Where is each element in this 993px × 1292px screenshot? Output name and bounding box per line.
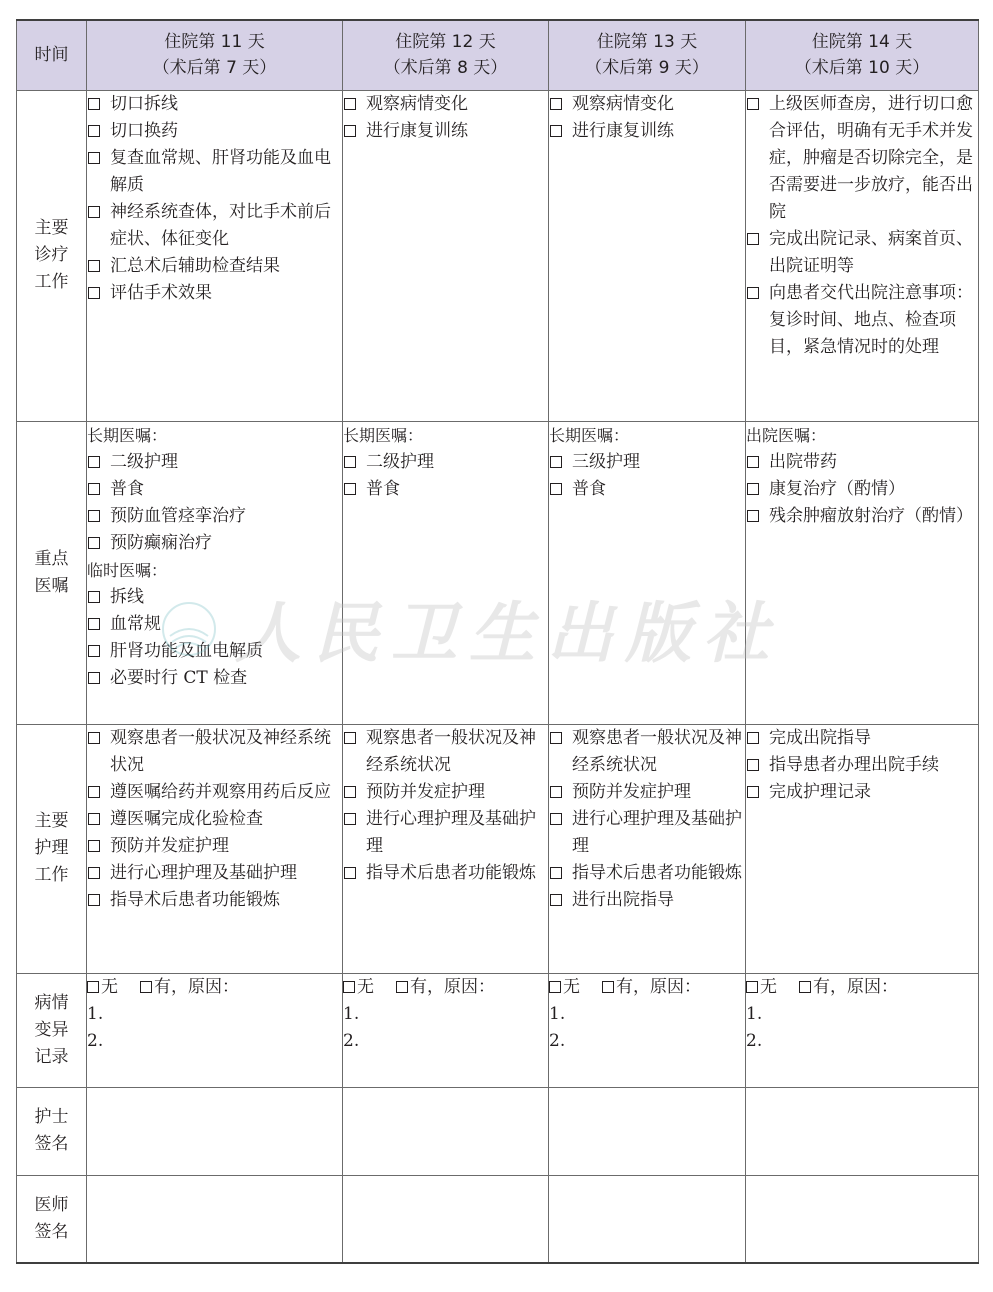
row-label: 护士 签名 bbox=[17, 1087, 87, 1175]
checklist-item: 进行心理护理及基础护理 bbox=[87, 860, 342, 887]
orders-cell bbox=[87, 421, 343, 724]
checkbox[interactable] bbox=[550, 125, 562, 137]
checkbox[interactable] bbox=[747, 483, 759, 495]
no-variance-checkbox[interactable] bbox=[549, 981, 561, 993]
checklist-item: 指导术后患者功能锻炼 bbox=[343, 860, 548, 887]
checklist-item: 出院带药 bbox=[746, 449, 978, 476]
nurse-signature-field[interactable] bbox=[343, 1087, 549, 1175]
checkbox[interactable] bbox=[88, 537, 100, 549]
checklist-item: 切口拆线 bbox=[87, 91, 342, 118]
checklist-item: 二级护理 bbox=[343, 449, 548, 476]
nurse-signature-field[interactable] bbox=[87, 1087, 343, 1175]
checklist-item: 切口换药 bbox=[87, 118, 342, 145]
treatment-row bbox=[17, 90, 979, 421]
variance-options: 无 有，原因： bbox=[746, 974, 978, 1001]
variance-reason-line[interactable]: 1. bbox=[549, 1003, 566, 1024]
nursing-cell bbox=[549, 724, 746, 973]
checkbox[interactable] bbox=[550, 456, 562, 468]
checkbox[interactable] bbox=[88, 98, 100, 110]
doctor-signature-row bbox=[17, 1175, 979, 1263]
checkbox[interactable] bbox=[88, 618, 100, 630]
checklist-item: 二级护理 bbox=[87, 449, 342, 476]
checkbox[interactable] bbox=[747, 786, 759, 798]
checklist-item: 进行康复训练 bbox=[343, 118, 548, 145]
header-row bbox=[17, 20, 979, 90]
checkbox[interactable] bbox=[88, 483, 100, 495]
publisher-watermark: 人民卫生出版社 bbox=[235, 594, 781, 672]
variance-reason-line[interactable]: 1. bbox=[746, 1003, 763, 1024]
checkbox[interactable] bbox=[550, 483, 562, 495]
checkbox[interactable] bbox=[747, 456, 759, 468]
has-variance-checkbox[interactable] bbox=[396, 981, 408, 993]
checkbox[interactable] bbox=[344, 125, 356, 137]
checklist-item: 上级医师查房，进行切口愈合评估，明确有无手术并发症，肿瘤是否切除完全，是否需要进一步放疗，能否出院 bbox=[746, 91, 978, 226]
checklist-item: 预防并发症护理 bbox=[87, 833, 342, 860]
doctor-signature-field[interactable] bbox=[746, 1175, 979, 1263]
checklist-item: 指导术后患者功能锻炼 bbox=[87, 887, 342, 914]
variance-row bbox=[17, 973, 979, 1087]
checklist-item: 神经系统查体，对比手术前后症状、体征变化 bbox=[87, 199, 342, 253]
checkbox[interactable] bbox=[88, 645, 100, 657]
nursing-cell bbox=[87, 724, 343, 973]
checklist-item: 向患者交代出院注意事项：复诊时间、地点、检查项目，紧急情况时的处理 bbox=[746, 280, 978, 361]
checkbox[interactable] bbox=[88, 732, 100, 744]
checkbox[interactable] bbox=[344, 98, 356, 110]
checkbox[interactable] bbox=[88, 287, 100, 299]
checklist-item: 普食 bbox=[549, 476, 745, 503]
checkbox[interactable] bbox=[747, 510, 759, 522]
treatment-cell bbox=[87, 90, 343, 421]
checklist-item: 预防并发症护理 bbox=[549, 779, 745, 806]
checkbox[interactable] bbox=[550, 98, 562, 110]
checklist-item: 血常规 bbox=[87, 611, 342, 638]
checkbox[interactable] bbox=[344, 732, 356, 744]
checkbox[interactable] bbox=[88, 206, 100, 218]
day-header: 住院第 13 天 （术后第 9 天） bbox=[549, 20, 746, 90]
nurse-signature-row bbox=[17, 1087, 979, 1175]
checkbox[interactable] bbox=[88, 125, 100, 137]
orders-row bbox=[17, 421, 979, 724]
checklist-item: 评估手术效果 bbox=[87, 280, 342, 307]
long-term-orders-heading: 长期医嘱： bbox=[343, 425, 424, 445]
treatment-cell bbox=[549, 90, 746, 421]
checklist-item: 肝肾功能及血电解质 bbox=[87, 638, 342, 665]
row-label: 重点 医嘱 bbox=[17, 421, 87, 724]
checklist-item: 观察患者一般状况及神经系统状况 bbox=[549, 725, 745, 779]
doctor-signature-field[interactable] bbox=[87, 1175, 343, 1263]
long-term-orders-heading: 长期医嘱： bbox=[87, 425, 168, 445]
row-label: 医师 签名 bbox=[17, 1175, 87, 1263]
day-header: 住院第 11 天 （术后第 7 天） bbox=[87, 20, 343, 90]
discharge-orders-heading: 出院医嘱： bbox=[746, 425, 827, 445]
checklist-item: 遵医嘱给药并观察用药后反应 bbox=[87, 779, 342, 806]
row-label: 主要 护理 工作 bbox=[17, 724, 87, 973]
checklist-item: 遵医嘱完成化验检查 bbox=[87, 806, 342, 833]
no-variance-checkbox[interactable] bbox=[343, 981, 355, 993]
checkbox[interactable] bbox=[88, 894, 100, 906]
checklist-item: 进行康复训练 bbox=[549, 118, 745, 145]
checkbox[interactable] bbox=[88, 456, 100, 468]
checklist-item: 三级护理 bbox=[549, 449, 745, 476]
checklist-item: 残余肿瘤放射治疗（酌情） bbox=[746, 503, 978, 530]
checklist-item: 完成护理记录 bbox=[746, 779, 978, 806]
has-variance-checkbox[interactable] bbox=[799, 981, 811, 993]
checklist-item: 观察病情变化 bbox=[343, 91, 548, 118]
treatment-cell bbox=[343, 90, 549, 421]
checkbox[interactable] bbox=[550, 732, 562, 744]
temporary-orders-heading: 临时医嘱： bbox=[87, 560, 168, 580]
orders-cell bbox=[746, 421, 979, 724]
no-variance-checkbox[interactable] bbox=[87, 981, 99, 993]
checkbox[interactable] bbox=[88, 672, 100, 684]
checklist-item: 观察患者一般状况及神经系统状况 bbox=[343, 725, 548, 779]
nursing-cell bbox=[746, 724, 979, 973]
checkbox[interactable] bbox=[88, 591, 100, 603]
checkbox[interactable] bbox=[550, 867, 562, 879]
checkbox[interactable] bbox=[747, 732, 759, 744]
variance-cell bbox=[87, 973, 343, 1087]
variance-reason-line[interactable]: 2. bbox=[549, 1030, 566, 1051]
variance-reason-line[interactable]: 2. bbox=[343, 1030, 360, 1051]
has-variance-checkbox[interactable] bbox=[602, 981, 614, 993]
treatment-cell bbox=[746, 90, 979, 421]
day-header: 住院第 12 天 （术后第 8 天） bbox=[343, 20, 549, 90]
checkbox[interactable] bbox=[344, 786, 356, 798]
variance-cell bbox=[343, 973, 549, 1087]
orders-cell bbox=[343, 421, 549, 724]
checklist-item: 观察患者一般状况及神经系统状况 bbox=[87, 725, 342, 779]
doctor-signature-field[interactable] bbox=[549, 1175, 746, 1263]
checkbox[interactable] bbox=[550, 786, 562, 798]
checklist-item: 必要时行 CT 检查 bbox=[87, 665, 342, 692]
no-variance-checkbox[interactable] bbox=[746, 981, 758, 993]
checkbox[interactable] bbox=[550, 813, 562, 825]
checkbox[interactable] bbox=[550, 894, 562, 906]
checkbox[interactable] bbox=[88, 510, 100, 522]
checklist-item: 指导术后患者功能锻炼 bbox=[549, 860, 745, 887]
variance-options: 无 有，原因： bbox=[549, 974, 745, 1001]
variance-options: 无 有，原因： bbox=[343, 974, 548, 1001]
checkbox[interactable] bbox=[88, 786, 100, 798]
checklist-item: 预防并发症护理 bbox=[343, 779, 548, 806]
day-header: 住院第 14 天 （术后第 10 天） bbox=[746, 20, 979, 90]
checklist-item: 进行心理护理及基础护理 bbox=[343, 806, 548, 860]
long-term-orders-heading: 长期医嘱： bbox=[549, 425, 630, 445]
checkbox[interactable] bbox=[88, 840, 100, 852]
variance-reason-line[interactable]: 2. bbox=[87, 1030, 104, 1051]
checklist-item: 复查血常规、肝肾功能及血电解质 bbox=[87, 145, 342, 199]
row-label: 主要 诊疗 工作 bbox=[17, 90, 87, 421]
variance-options: 无 有，原因： bbox=[87, 974, 342, 1001]
checklist-item: 完成出院记录、病案首页、出院证明等 bbox=[746, 226, 978, 280]
checklist-item: 进行心理护理及基础护理 bbox=[549, 806, 745, 860]
clinical-pathway-table bbox=[16, 19, 979, 1264]
checkbox[interactable] bbox=[747, 287, 759, 299]
checklist-item: 普食 bbox=[87, 476, 342, 503]
checkbox[interactable] bbox=[747, 233, 759, 245]
checkbox[interactable] bbox=[88, 867, 100, 879]
checkbox[interactable] bbox=[344, 867, 356, 879]
variance-reason-line[interactable]: 2. bbox=[746, 1030, 763, 1051]
row-label: 病情 变异 记录 bbox=[17, 973, 87, 1087]
checkbox[interactable] bbox=[88, 152, 100, 164]
checklist-item: 康复治疗（酌情） bbox=[746, 476, 978, 503]
checkbox[interactable] bbox=[344, 456, 356, 468]
checkbox[interactable] bbox=[344, 483, 356, 495]
variance-cell bbox=[549, 973, 746, 1087]
checkbox[interactable] bbox=[88, 813, 100, 825]
orders-cell bbox=[549, 421, 746, 724]
checklist-item: 汇总术后辅助检查结果 bbox=[87, 253, 342, 280]
checklist-item: 完成出院指导 bbox=[746, 725, 978, 752]
checkbox[interactable] bbox=[747, 759, 759, 771]
variance-reason-line[interactable]: 1. bbox=[87, 1003, 104, 1024]
doctor-signature-field[interactable] bbox=[343, 1175, 549, 1263]
checkbox[interactable] bbox=[344, 813, 356, 825]
checklist-item: 预防癫痫治疗 bbox=[87, 530, 342, 557]
nurse-signature-field[interactable] bbox=[549, 1087, 746, 1175]
checklist-item: 观察病情变化 bbox=[549, 91, 745, 118]
variance-reason-line[interactable]: 1. bbox=[343, 1003, 360, 1024]
checkbox[interactable] bbox=[88, 260, 100, 272]
nursing-cell bbox=[343, 724, 549, 973]
checklist-item: 普食 bbox=[343, 476, 548, 503]
checklist-item: 拆线 bbox=[87, 584, 342, 611]
checklist-item: 预防血管痉挛治疗 bbox=[87, 503, 342, 530]
nursing-row bbox=[17, 724, 979, 973]
has-variance-checkbox[interactable] bbox=[140, 981, 152, 993]
checklist-item: 指导患者办理出院手续 bbox=[746, 752, 978, 779]
time-header: 时间 bbox=[17, 20, 87, 90]
variance-cell bbox=[746, 973, 979, 1087]
checklist-item: 进行出院指导 bbox=[549, 887, 745, 914]
nurse-signature-field[interactable] bbox=[746, 1087, 979, 1175]
checkbox[interactable] bbox=[747, 98, 759, 110]
